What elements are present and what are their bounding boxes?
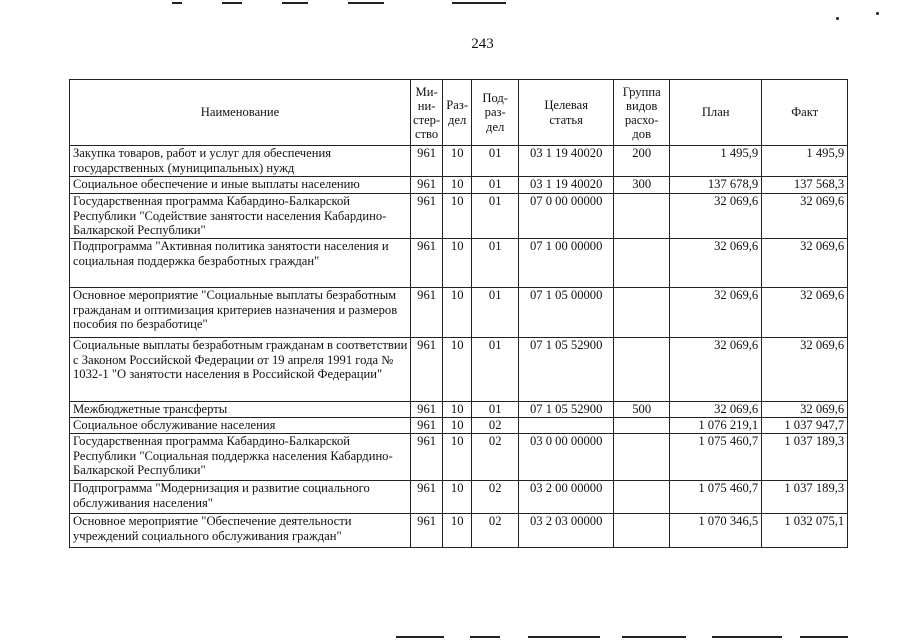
row-subsection: 01 (472, 194, 519, 239)
table-row (70, 239, 848, 288)
row-name: Социальное обслуживание населения (70, 418, 411, 434)
scan-artifact (470, 636, 500, 638)
row-ministry: 961 (411, 288, 443, 338)
row-section: 10 (443, 481, 472, 514)
row-subsection: 01 (472, 239, 519, 288)
row-target: 07 1 00 00000 (519, 239, 614, 288)
table-row (70, 514, 848, 548)
row-subsection: 01 (472, 288, 519, 338)
budget-table (69, 79, 848, 548)
row-fact: 32 069,6 (762, 402, 848, 418)
table-row (70, 418, 848, 434)
row-fact: 32 069,6 (762, 239, 848, 288)
row-fact: 1 037 189,3 (762, 434, 848, 481)
row-section: 10 (443, 434, 472, 481)
row-plan: 32 069,6 (670, 402, 762, 418)
scan-artifact (712, 636, 782, 638)
row-plan: 1 075 460,7 (670, 434, 762, 481)
table-row (70, 338, 848, 402)
row-name: Подпрограмма "Модернизация и развитие социального обслуживания населения" (70, 481, 411, 514)
row-group (614, 239, 670, 288)
row-target: 03 1 19 40020 (519, 177, 614, 194)
row-subsection: 01 (472, 338, 519, 402)
header-fact: Факт (762, 80, 848, 146)
row-fact: 1 037 947,7 (762, 418, 848, 434)
row-plan: 1 076 219,1 (670, 418, 762, 434)
row-target (519, 418, 614, 434)
row-section: 10 (443, 239, 472, 288)
row-section: 10 (443, 288, 472, 338)
scan-artifact (348, 2, 384, 4)
scan-artifact (876, 12, 879, 15)
row-fact: 32 069,6 (762, 288, 848, 338)
row-target: 03 2 03 00000 (519, 514, 614, 548)
table-row (70, 434, 848, 481)
row-name: Государственная программа Кабардино-Балкарской Республики "Социальная поддержка населения Кабардино-Балкарской Республики" (70, 434, 411, 481)
row-section: 10 (443, 338, 472, 402)
row-ministry: 961 (411, 338, 443, 402)
row-group (614, 418, 670, 434)
row-subsection: 02 (472, 481, 519, 514)
row-subsection: 01 (472, 402, 519, 418)
table-header-row (70, 80, 848, 146)
row-target: 03 1 19 40020 (519, 146, 614, 177)
row-plan: 32 069,6 (670, 338, 762, 402)
row-fact: 1 037 189,3 (762, 481, 848, 514)
scan-artifact (172, 2, 182, 4)
row-plan: 1 495,9 (670, 146, 762, 177)
row-target: 07 1 05 52900 (519, 402, 614, 418)
table-row (70, 146, 848, 177)
row-ministry: 961 (411, 418, 443, 434)
row-name: Подпрограмма "Активная политика занятости населения и социальная поддержка безработных граждан" (70, 239, 411, 288)
row-subsection: 01 (472, 177, 519, 194)
row-name: Основное мероприятие "Обеспечение деятельности учреждений социального обслуживания граждан" (70, 514, 411, 548)
row-subsection: 02 (472, 434, 519, 481)
row-fact: 137 568,3 (762, 177, 848, 194)
row-subsection: 01 (472, 146, 519, 177)
header-ministry: Ми- ни- стер- ство (411, 80, 443, 146)
row-group (614, 514, 670, 548)
table-row (70, 177, 848, 194)
header-plan: План (670, 80, 762, 146)
row-section: 10 (443, 418, 472, 434)
page-number: 243 (471, 36, 494, 52)
row-name: Закупка товаров, работ и услуг для обеспечения государственных (муниципальных) нужд (70, 146, 411, 177)
row-target: 07 1 05 52900 (519, 338, 614, 402)
row-plan: 1 070 346,5 (670, 514, 762, 548)
row-fact: 1 495,9 (762, 146, 848, 177)
header-section: Раз- дел (443, 80, 472, 146)
header-name: Наименование (70, 80, 411, 146)
row-plan: 1 075 460,7 (670, 481, 762, 514)
row-name: Основное мероприятие "Социальные выплаты безработным гражданам и оптимизация критериев назначения и размеров пособия по безработице" (70, 288, 411, 338)
row-fact: 32 069,6 (762, 194, 848, 239)
row-plan: 32 069,6 (670, 288, 762, 338)
scan-artifact (396, 636, 444, 638)
row-target: 03 0 00 00000 (519, 434, 614, 481)
row-name: Социальное обеспечение и иные выплаты населению (70, 177, 411, 194)
row-ministry: 961 (411, 434, 443, 481)
row-ministry: 961 (411, 194, 443, 239)
scan-artifact (836, 17, 839, 20)
row-group (614, 194, 670, 239)
row-target: 07 1 05 00000 (519, 288, 614, 338)
row-ministry: 961 (411, 481, 443, 514)
row-group (614, 338, 670, 402)
row-section: 10 (443, 514, 472, 548)
row-plan: 32 069,6 (670, 194, 762, 239)
row-ministry: 961 (411, 146, 443, 177)
row-target: 03 2 00 00000 (519, 481, 614, 514)
row-subsection: 02 (472, 514, 519, 548)
table-row (70, 402, 848, 418)
row-subsection: 02 (472, 418, 519, 434)
row-group (614, 288, 670, 338)
row-section: 10 (443, 194, 472, 239)
scan-artifact (528, 636, 600, 638)
header-subsection: Под- раз- дел (472, 80, 519, 146)
row-section: 10 (443, 402, 472, 418)
row-group (614, 481, 670, 514)
row-ministry: 961 (411, 514, 443, 548)
row-plan: 137 678,9 (670, 177, 762, 194)
row-ministry: 961 (411, 239, 443, 288)
row-name: Социальные выплаты безработным гражданам в соответствии с Законом Российской Федерации от 19 апреля 1991 года № 1032-1 "О занятости населения в Российской Федерации" (70, 338, 411, 402)
row-fact: 1 032 075,1 (762, 514, 848, 548)
row-target: 07 0 00 00000 (519, 194, 614, 239)
row-name: Межбюджетные трансферты (70, 402, 411, 418)
scan-artifact (622, 636, 686, 638)
scan-artifact (800, 636, 848, 638)
table-row (70, 481, 848, 514)
row-group: 300 (614, 177, 670, 194)
row-fact: 32 069,6 (762, 338, 848, 402)
row-section: 10 (443, 146, 472, 177)
table-row (70, 194, 848, 239)
row-plan: 32 069,6 (670, 239, 762, 288)
row-group (614, 434, 670, 481)
row-group: 200 (614, 146, 670, 177)
row-ministry: 961 (411, 402, 443, 418)
row-group: 500 (614, 402, 670, 418)
scan-artifact (452, 2, 506, 4)
header-target: Целевая статья (519, 80, 614, 146)
table-row (70, 288, 848, 338)
row-ministry: 961 (411, 177, 443, 194)
scan-artifact (282, 2, 308, 4)
row-section: 10 (443, 177, 472, 194)
header-group: Группа видов расхо- дов (614, 80, 670, 146)
scan-artifact (222, 2, 242, 4)
row-name: Государственная программа Кабардино-Балкарской Республики "Содействие занятости населения Кабардино-Балкарской Республики" (70, 194, 411, 239)
